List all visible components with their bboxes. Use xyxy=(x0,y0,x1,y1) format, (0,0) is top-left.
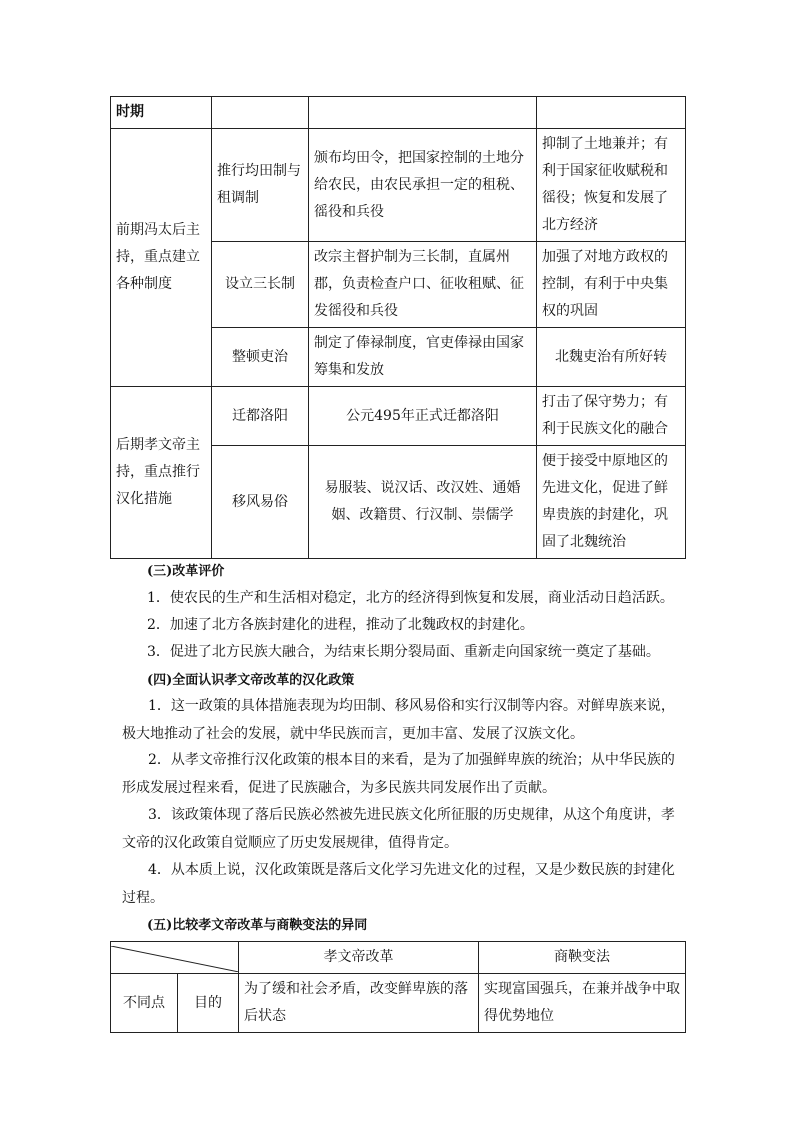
evaluation-item-1: 1．使农民的生产和生活相对稳定，北方的经济得到恢复和发展，商业活动日趋活跃。 xyxy=(147,590,674,606)
table-row xyxy=(111,387,686,446)
evaluation-item-2: 2．加速了北方各族封建化的进程，推动了北魏政权的封建化。 xyxy=(147,617,534,633)
row-label-purpose: 目的 xyxy=(178,974,239,1033)
evaluation-item-3: 3．促进了北方民族大融合，为结束长期分裂局面、重新走向国家统一奠定了基础。 xyxy=(147,644,660,660)
header-blank-3 xyxy=(537,97,686,129)
table-header-row xyxy=(111,97,686,129)
xiaowen-purpose: 为了缓和社会矛盾，改变鲜卑族的落后状态 xyxy=(239,974,479,1033)
diagonal-line xyxy=(111,946,239,972)
measure-cell: 移风易俗 xyxy=(212,446,309,559)
section-heading-sinicization: (四)全面认识孝文帝改革的汉化政策 xyxy=(147,673,355,688)
comparison-table xyxy=(110,941,686,1033)
section-heading-comparison: (五)比较孝文帝改革与商鞅变法的异同 xyxy=(147,918,368,933)
measure-cell: 设立三长制 xyxy=(212,242,309,328)
content-cell: 制定了俸禄制度，官吏俸禄由国家筹集和发放 xyxy=(309,328,537,387)
period-late: 后期孝文帝主持，重点推行汉化措施 xyxy=(111,387,212,559)
sinicization-item-1: 1．这一政策的具体措施表现为均田制、移风易俗和实行汉制等内容。对鲜卑族来说，极大地推动了社会的发展，就中华民族而言，更加丰富、发展了汉族文化。 xyxy=(122,698,675,742)
header-blank-2 xyxy=(309,97,537,129)
reform-measures-table xyxy=(110,96,686,559)
effect-cell: 打击了保守势力；有利于民族文化的融合 xyxy=(537,387,686,446)
measure-cell: 推行均田制与租调制 xyxy=(212,129,309,242)
table-row xyxy=(111,129,686,242)
header-xiaowen: 孝文帝改革 xyxy=(239,942,479,974)
measure-cell: 迁都洛阳 xyxy=(212,387,309,446)
content-cell: 公元495年正式迁都洛阳 xyxy=(309,387,537,446)
sinicization-item-4: 4．从本质上说，汉化政策既是落后文化学习先进文化的过程，又是少数民族的封建化过程。 xyxy=(122,862,675,906)
shangyang-purpose: 实现富国强兵，在兼并战争中取得优势地位 xyxy=(479,974,686,1033)
content-cell: 颁布均田令，把国家控制的土地分给农民，由农民承担一定的租税、徭役和兵役 xyxy=(309,129,537,242)
diagonal-header-cell xyxy=(111,942,239,974)
content-cell: 易服装、说汉话、改汉姓、通婚姻、改籍贯、行汉制、崇儒学 xyxy=(309,446,537,559)
effect-cell: 抑制了土地兼并；有利于国家征收赋税和徭役；恢复和发展了北方经济 xyxy=(537,129,686,242)
sinicization-item-3: 3．该政策体现了落后民族必然被先进民族文化所征服的历史规律，从这个角度讲，孝文帝的汉化政策自觉顺应了历史发展规律，值得肯定。 xyxy=(122,807,675,851)
table-row xyxy=(111,974,686,1033)
content-cell: 改宗主督护制为三长制，直属州郡，负责检查户口、征收租赋、征发徭役和兵役 xyxy=(309,242,537,328)
header-shangyang: 商鞅变法 xyxy=(479,942,686,974)
effect-cell: 北魏吏治有所好转 xyxy=(537,328,686,387)
header-blank-1 xyxy=(212,97,309,129)
effect-cell: 加强了对地方政权的控制，有利于中央集权的巩固 xyxy=(537,242,686,328)
sinicization-item-2: 2．从孝文帝推行汉化政策的根本目的来看，是为了加强鲜卑族的统治；从中华民族的形成发展过程来看，促进了民族融合，为多民族共同发展作出了贡献。 xyxy=(122,752,675,796)
header-period: 时期 xyxy=(111,97,212,129)
effect-cell: 便于接受中原地区的先进文化，促进了鲜卑贵族的封建化，巩固了北魏统治 xyxy=(537,446,686,559)
table-header-row xyxy=(111,942,686,974)
period-early: 前期冯太后主持，重点建立各种制度 xyxy=(111,129,212,387)
section-heading-evaluation: (三)改革评价 xyxy=(147,564,225,579)
row-group-differences: 不同点 xyxy=(111,974,178,1033)
measure-cell: 整顿吏治 xyxy=(212,328,309,387)
